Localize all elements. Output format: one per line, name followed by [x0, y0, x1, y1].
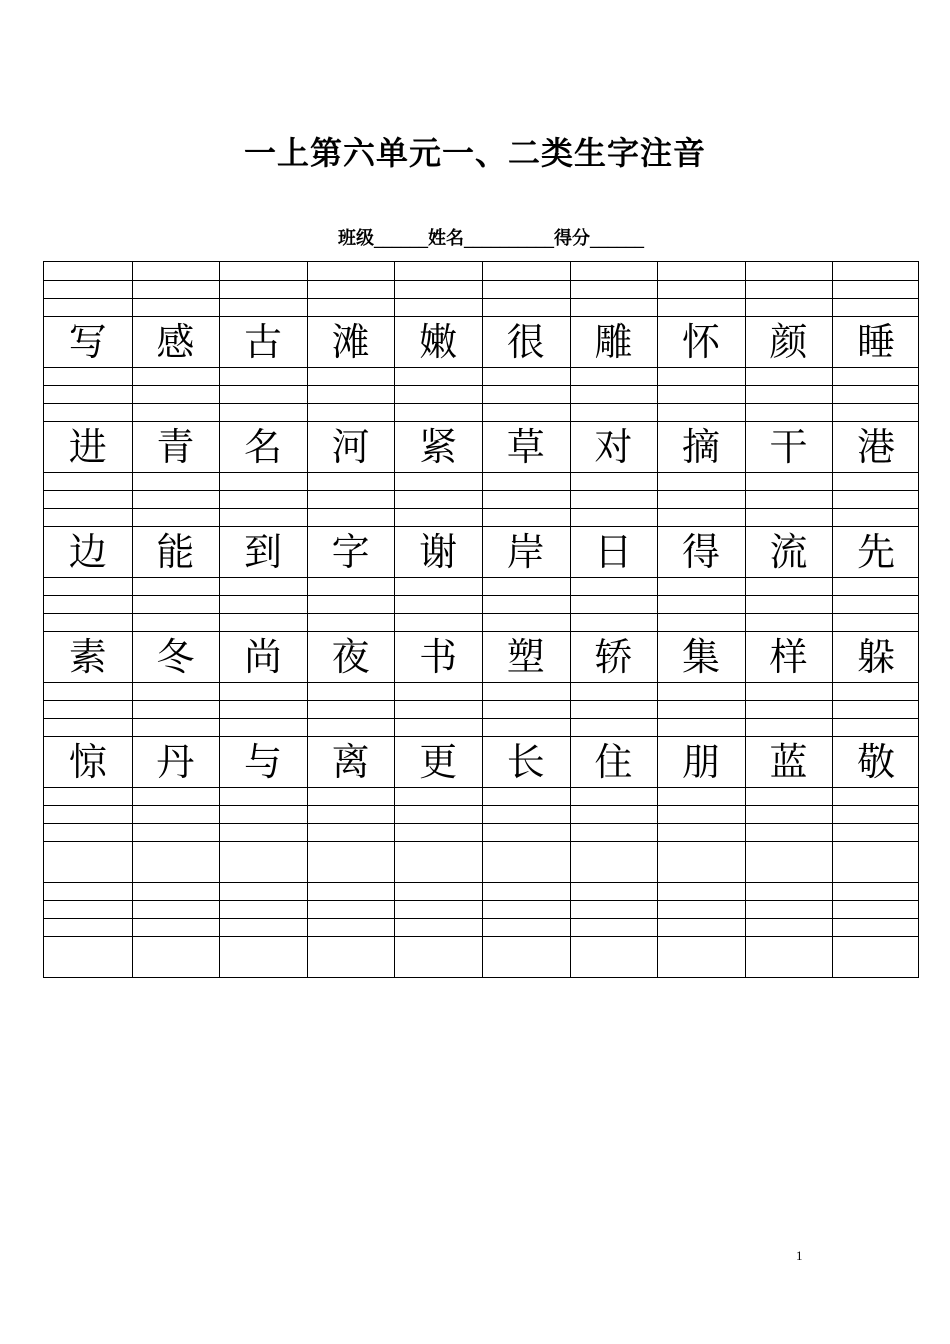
character-cell: 古	[243, 319, 282, 364]
grid-vertical-line	[657, 262, 658, 977]
grid-horizontal-line	[44, 936, 918, 937]
grid-horizontal-line	[44, 472, 918, 473]
grid-horizontal-line	[44, 367, 918, 368]
grid-horizontal-line	[44, 805, 918, 806]
grid-horizontal-line	[44, 403, 918, 404]
character-cell: 轿	[594, 634, 633, 679]
character-cell: 岸	[506, 529, 545, 574]
character-cell: 流	[769, 529, 808, 574]
grid-vertical-line	[394, 262, 395, 977]
grid-vertical-line	[745, 262, 746, 977]
character-cell: 长	[506, 739, 545, 784]
character-cell: 冬	[156, 634, 195, 679]
grid-horizontal-line	[44, 823, 918, 824]
class-label: 班级	[338, 228, 374, 249]
grid-horizontal-line	[44, 508, 918, 509]
grid-vertical-line	[219, 262, 220, 977]
grid-horizontal-line	[44, 682, 918, 683]
character-cell: 港	[857, 424, 896, 469]
grid-horizontal-line	[44, 787, 918, 788]
grid-vertical-line	[307, 262, 308, 977]
grid-horizontal-line	[44, 280, 918, 281]
character-cell: 先	[857, 529, 896, 574]
character-cell: 谢	[419, 529, 458, 574]
grid-horizontal-line	[44, 882, 918, 883]
worksheet-grid	[43, 261, 919, 978]
character-cell: 朋	[681, 739, 720, 784]
grid-vertical-line	[132, 262, 133, 977]
character-row	[44, 526, 918, 577]
grid-horizontal-line	[44, 718, 918, 719]
grid-horizontal-line	[44, 577, 918, 578]
character-cell: 集	[681, 634, 720, 679]
character-cell: 睡	[857, 319, 896, 364]
grid-vertical-line	[570, 262, 571, 977]
score-label: 得分	[554, 228, 590, 249]
character-cell: 惊	[68, 739, 107, 784]
grid-horizontal-line	[44, 900, 918, 901]
character-cell: 蓝	[769, 739, 808, 784]
character-cell: 躲	[857, 634, 896, 679]
character-cell: 干	[769, 424, 808, 469]
grid-vertical-line	[832, 262, 833, 977]
character-cell: 住	[594, 739, 633, 784]
character-cell: 很	[506, 319, 545, 364]
grid-horizontal-line	[44, 595, 918, 596]
character-cell: 更	[419, 739, 458, 784]
grid-horizontal-line	[44, 298, 918, 299]
character-cell: 素	[68, 634, 107, 679]
character-cell: 感	[156, 319, 195, 364]
character-cell: 滩	[331, 319, 370, 364]
character-cell: 颜	[769, 319, 808, 364]
character-cell: 河	[331, 424, 370, 469]
character-cell: 丹	[156, 739, 195, 784]
character-cell: 摘	[681, 424, 720, 469]
grid-horizontal-line	[44, 385, 918, 386]
grid-horizontal-line	[44, 918, 918, 919]
character-cell: 雕	[594, 319, 633, 364]
grid-horizontal-line	[44, 490, 918, 491]
grid-vertical-line	[482, 262, 483, 977]
character-cell: 样	[769, 634, 808, 679]
name-label: 姓名	[428, 228, 464, 249]
name-blank: __________	[464, 228, 554, 249]
character-cell: 紧	[419, 424, 458, 469]
character-cell: 写	[68, 319, 107, 364]
character-cell: 怀	[681, 319, 720, 364]
character-cell: 离	[331, 739, 370, 784]
student-info-line	[338, 224, 644, 250]
page-number: 1	[796, 1248, 803, 1263]
character-cell: 边	[68, 529, 107, 574]
character-row	[44, 736, 918, 787]
character-cell: 得	[681, 529, 720, 574]
character-cell: 敬	[857, 739, 896, 784]
character-cell: 字	[331, 529, 370, 574]
character-cell: 日	[594, 529, 633, 574]
grid-horizontal-line	[44, 700, 918, 701]
character-cell: 对	[594, 424, 633, 469]
character-cell: 进	[68, 424, 107, 469]
class-blank: ______	[374, 228, 428, 249]
character-cell: 能	[156, 529, 195, 574]
character-row	[44, 316, 918, 367]
character-cell: 塑	[506, 634, 545, 679]
character-cell: 尚	[243, 634, 282, 679]
character-cell: 夜	[331, 634, 370, 679]
grid-horizontal-line	[44, 613, 918, 614]
character-cell: 名	[243, 424, 282, 469]
character-cell: 嫩	[419, 319, 458, 364]
character-cell: 书	[419, 634, 458, 679]
character-cell: 到	[243, 529, 282, 574]
character-row	[44, 631, 918, 682]
character-cell: 青	[156, 424, 195, 469]
grid-horizontal-line	[44, 841, 918, 842]
character-cell: 草	[506, 424, 545, 469]
score-blank: ______	[590, 228, 644, 249]
character-row	[44, 421, 918, 472]
page-title: 一上第六单元一、二类生字注音	[243, 134, 706, 172]
character-cell: 与	[243, 739, 282, 784]
